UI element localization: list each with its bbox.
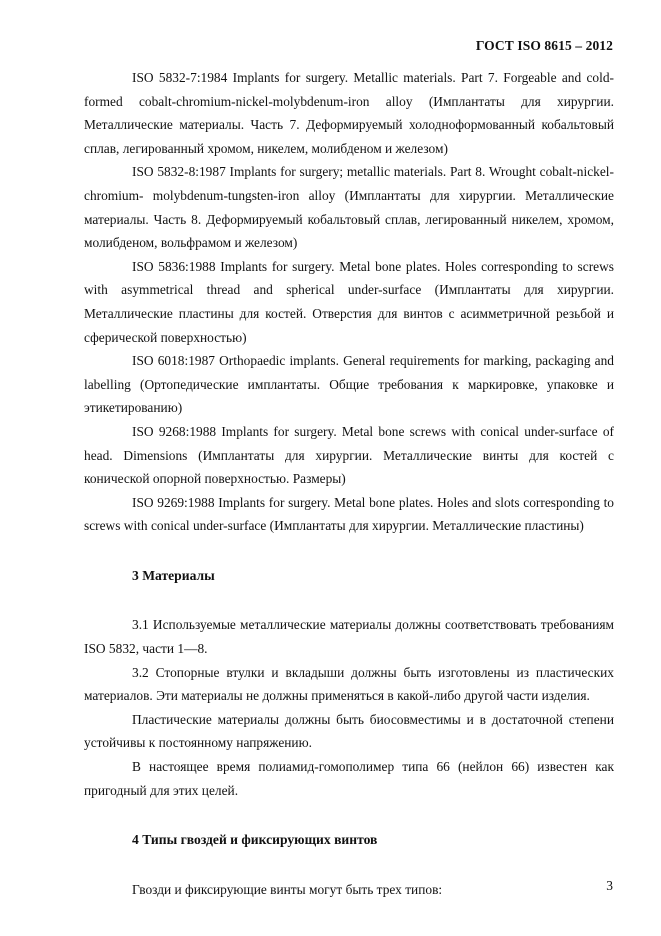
page-number: 3 <box>606 878 613 893</box>
standard-header: ГОСТ ISO 8615 – 2012 <box>475 38 613 53</box>
reference-iso-9268: ISO 9268:1988 Implants for surgery. Metal bone screws with conical under-surface of head. Dimensions (Имплантаты для хирургии. Металлические винты для костей с конической опорной поверхностью. Размеры) <box>84 423 614 487</box>
section-3-paragraph: В настоящее время полиамид-гомополимер типа 66 (нейлон 66) известен как пригодный для этих целей. <box>84 759 614 798</box>
section-4-paragraph: Гвозди и фиксирующие винты могут быть трех типов: <box>132 881 443 897</box>
section-3-paragraph: Пластические материалы должны быть биосовместимы и в достаточной степени устойчивы к постоянному напряжению. <box>84 711 614 751</box>
section-3-heading: 3 Материалы <box>132 567 215 583</box>
reference-iso-5836: ISO 5836:1988 Implants for surgery. Metal bone plates. Holes corresponding to screws with asymmetrical thread and spherical under-surface (Имплантаты для хирургии. Металлические пластины для костей. Отверстия для винтов с асимметричной резьбой и сферической поверхностью) <box>84 258 614 345</box>
reference-iso-6018: ISO 6018:1987 Orthopaedic implants. General requirements for marking, packaging and labelling (Ортопедические имплантаты. Общие требования к маркировке, упаковке и этикетированию) <box>84 353 614 416</box>
page-body <box>84 66 614 901</box>
reference-iso-9269: ISO 9269:1988 Implants for surgery. Metal bone plates. Holes and slots corresponding to screws with conical under-surface (Имплантаты для хирургии. Металлические пластины) <box>84 494 614 534</box>
spacer <box>84 852 614 878</box>
reference-iso-5832-7: ISO 5832-7:1984 Implants for surgery. Metallic materials. Part 7. Forgeable and cold-formed cobalt-chromium-nickel-molybdenum-iron alloy (Имплантаты для хирургии. Металлические материалы. Часть 7. Деформируемый холоднoформованный кобальтовый сплав, легированный хромом, никелем, молибденом и железом) <box>84 70 614 156</box>
spacer <box>84 802 614 828</box>
spacer <box>84 538 614 564</box>
section-3-paragraph: 3.2 Стопорные втулки и вкладыши должны быть изготовлены из пластических материалов. Эти материалы не должны применяться в какой-либо другой части изделия. <box>84 664 614 704</box>
spacer <box>84 587 614 613</box>
section-3-paragraph: 3.1 Используемые металлические материалы должны соответствовать требованиям ISO 5832, части 1—8. <box>84 617 614 657</box>
reference-iso-5832-8: ISO 5832-8:1987 Implants for surgery; metallic materials. Part 8. Wrought cobalt-nickel-chromium- molybdenum-tungsten-iron alloy (Имплантаты для хирургии. Металлические материалы. Часть 8. Деформируемый кобальтовый сплав, легированный никелем, хромом, молибденом, вольфрамом и железом) <box>84 164 614 251</box>
section-4-heading: 4 Типы гвоздей и фиксирующих винтов <box>132 832 378 848</box>
